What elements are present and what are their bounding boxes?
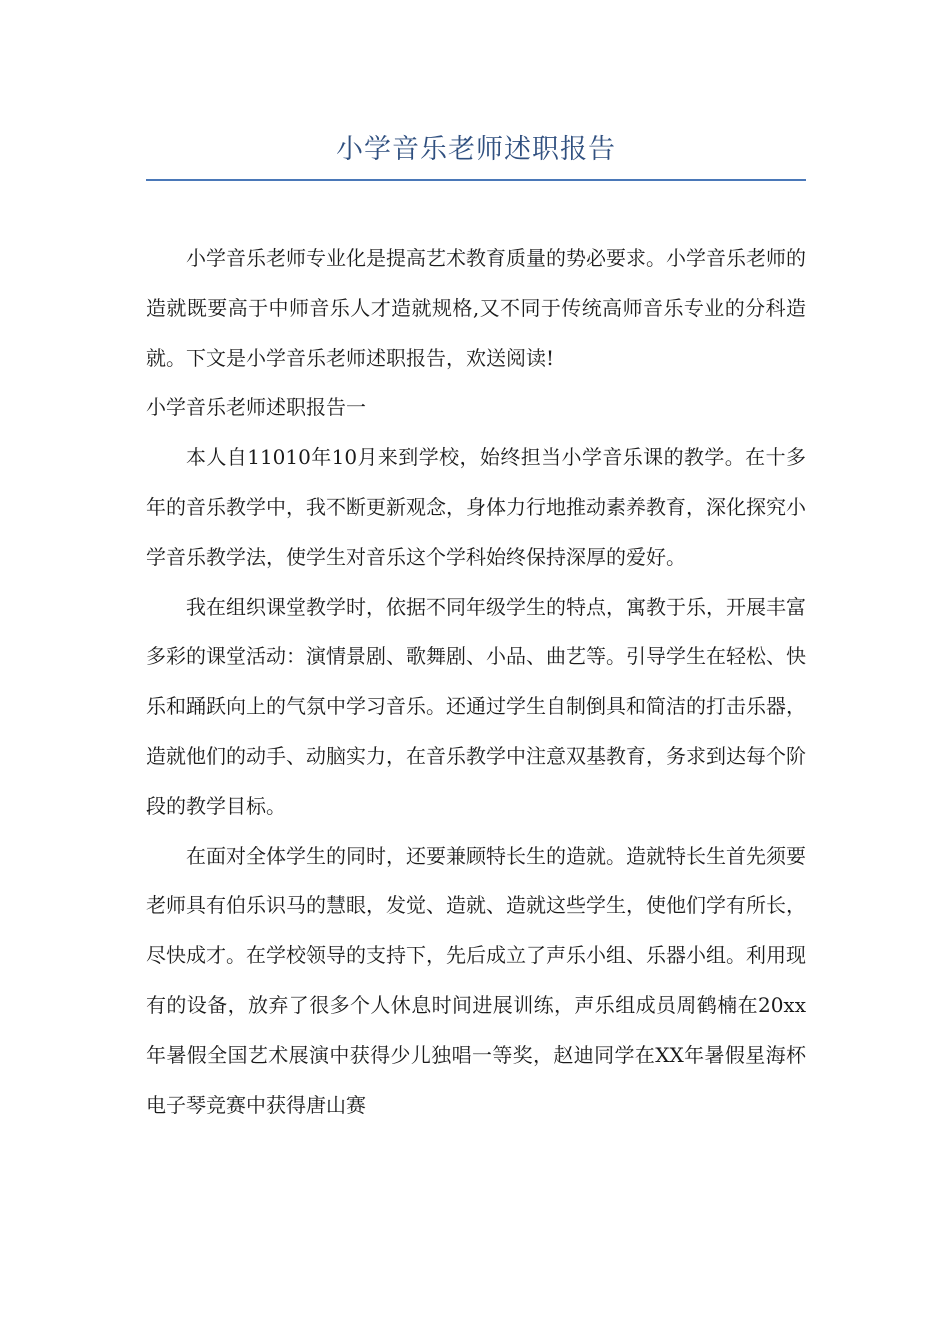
document-title: 小学音乐老师述职报告 (336, 134, 616, 165)
title-underline (146, 179, 806, 181)
document-body (146, 234, 806, 1130)
body-paragraph-1: 本人自11010年10月来到学校，始终担当小学音乐课的教学。在十多年的音乐教学中，我不断更新观念，身体力行地推动素养教育，深化探究小学音乐教学法，使学生对音乐这个学科始终保持深厚的爱好。 (146, 445, 806, 569)
body-paragraph-2: 我在组织课堂教学时，依据不同年级学生的特点，寓教于乐，开展丰富多彩的课堂活动：演情景剧、歌舞剧、小品、曲艺等。引导学生在轻松、快乐和踊跃向上的气氛中学习音乐。还通过学生自制倒具和简洁的打击乐器，造就他们的动手、动脑实力，在音乐教学中注意双基教育，务求到达每个阶段的教学目标。 (146, 594, 806, 818)
section-heading: 小学音乐老师述职报告一 (146, 395, 366, 420)
intro-paragraph: 小学音乐老师专业化是提高艺术教育质量的势必要求。小学音乐老师的造就既要高于中师音乐人才造就规格,又不同于传统高师音乐专业的分科造就。下文是小学音乐老师述职报告，欢送阅读! (146, 246, 806, 370)
body-paragraph-3: 在面对全体学生的同时，还要兼顾特长生的造就。造就特长生首先须要老师具有伯乐识马的慧眼，发觉、造就、造就这些学生，使他们学有所长，尽快成才。在学校领导的支持下，先后成立了声乐小组、乐器小组。利用现有的设备，放弃了很多个人休息时间进展训练，声乐组成员周鹤楠在20xx年暑假全国艺术展演中获得少儿独唱一等奖，赵迪同学在XX年暑假星海杯电子琴竞赛中获得唐山赛 (146, 843, 806, 1117)
